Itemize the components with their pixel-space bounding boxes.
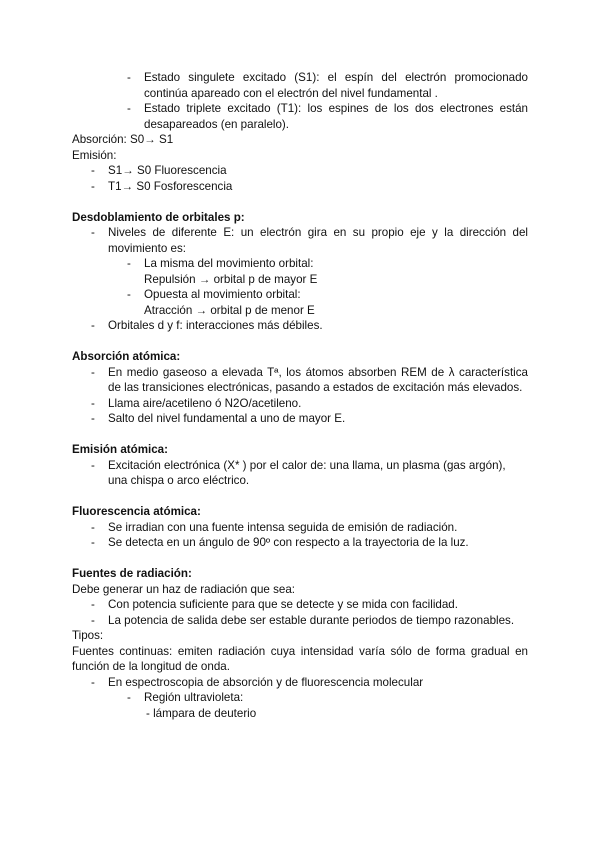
bullet-dash: - (91, 458, 95, 472)
list-item (72, 163, 528, 179)
absorcion-item-medio: En medio gaseoso a elevada Tª, los átomos absorben REM de λ característica de las transiciones electrónicas, pasando a estados de excitación más elevados. (108, 365, 528, 394)
bullet-dash: - (127, 288, 131, 301)
list-item (72, 70, 528, 101)
bullet-dash: - (91, 536, 95, 549)
tipos-label: Tipos: (72, 629, 104, 642)
bullet-dash: - (91, 598, 95, 611)
emision-item-fosforescencia: T1→ S0 Fosforescencia (108, 179, 233, 193)
list-item (72, 613, 528, 629)
sub-item-repulsion: Repulsión → orbital p de mayor E (144, 272, 318, 286)
list-item (72, 520, 528, 536)
desdoblamiento-item-orbitales: Orbitales d y f: interacciones más débiles. (108, 319, 323, 332)
bullet-dash: - (127, 102, 131, 115)
heading-desdoblamiento: Desdoblamiento de orbitales p: (72, 210, 245, 224)
list-item (72, 411, 528, 427)
heading-fluorescencia-atomica: Fluorescencia atómica: (72, 505, 201, 518)
list-item (72, 318, 528, 334)
desdoblamiento-item-niveles: Niveles de diferente E: un electrón gira en su propio eje y la dirección del movimiento es: (108, 226, 528, 255)
sub-item-atraccion: Atracción → orbital p de menor E (144, 303, 315, 317)
list-item (72, 597, 528, 613)
list-item (72, 365, 528, 396)
bullet-dash: - (127, 691, 131, 704)
sub-item-opuesta: Opuesta al movimiento orbital: (144, 288, 301, 301)
absorcion-item-salto: Salto del nivel fundamental a uno de mayor E. (108, 412, 346, 425)
bullet-dash: - (91, 319, 95, 332)
bullet-dash: - (91, 412, 95, 425)
heading-emision-atomica: Emisión atómica: (72, 443, 168, 456)
list-item (72, 396, 528, 412)
emision-label: Emisión: (72, 148, 117, 162)
list-item (72, 535, 528, 551)
fuentes-item-estable: La potencia de salida debe ser estable durante periodos de tiempo razonables. (108, 613, 515, 627)
lampara-deuterio: - lámpara de deuterio (146, 706, 257, 720)
bullet-dash: - (91, 396, 95, 410)
region-ultravioleta: Región ultravioleta: (144, 691, 244, 704)
bullet-dash: - (91, 613, 95, 627)
heading-fuentes: Fuentes de radiación: (72, 567, 192, 580)
document-page (72, 70, 528, 721)
bullet-dash: - (91, 520, 95, 534)
list-item (72, 690, 528, 706)
singulete-text: Estado singulete excitado (S1): el espín del electrón promocionado continúa apareado con el electrón del nivel fundamental . (144, 71, 528, 100)
bullet-dash: - (91, 675, 95, 689)
fuentes-intro: Debe generar un haz de radiación que sea: (72, 582, 296, 596)
espectroscopia-item: En espectroscopia de absorción y de fluorescencia molecular (108, 675, 424, 689)
list-item (72, 225, 528, 256)
bullet-dash: - (127, 257, 131, 270)
list-item (72, 179, 528, 195)
bullet-dash: - (91, 179, 95, 193)
emision-atomica-item: Excitación electrónica (X* ) por el calor de: una llama, un plasma (gas argón), una chispa o arco eléctrico. (108, 458, 506, 487)
sub-item-misma: La misma del movimiento orbital: (144, 257, 314, 270)
list-item (72, 675, 528, 691)
absorcion-item-llama: Llama aire/acetileno ó N2O/acetileno. (108, 396, 302, 410)
bullet-dash: - (91, 365, 95, 379)
list-item (72, 287, 528, 303)
heading-absorcion-atomica: Absorción atómica: (72, 350, 181, 363)
bullet-dash: - (127, 71, 131, 84)
absorcion-line: Absorción: S0→ S1 (72, 133, 174, 146)
fuentes-item-potencia: Con potencia suficiente para que se detecte y se mida con facilidad. (108, 598, 458, 611)
bullet-dash: - (91, 226, 95, 239)
fluorescencia-item-irradian: Se irradian con una fuente intensa seguida de emisión de radiación. (108, 520, 458, 534)
bullet-dash: - (91, 164, 95, 177)
list-item (72, 256, 528, 272)
fluorescencia-item-detecta: Se detecta en un ángulo de 90º con respecto a la trayectoria de la luz. (108, 536, 469, 549)
triplete-text: Estado triplete excitado (T1): los espines de los dos electrones están desapareados (en paralelo). (144, 102, 528, 131)
emision-item-fluorescencia: S1→ S0 Fluorescencia (108, 164, 227, 177)
fuentes-continuas: Fuentes continuas: emiten radiación cuya intensidad varía sólo de forma gradual en función de la longitud de onda. (72, 644, 528, 673)
list-item (72, 101, 528, 132)
list-item (72, 458, 528, 489)
